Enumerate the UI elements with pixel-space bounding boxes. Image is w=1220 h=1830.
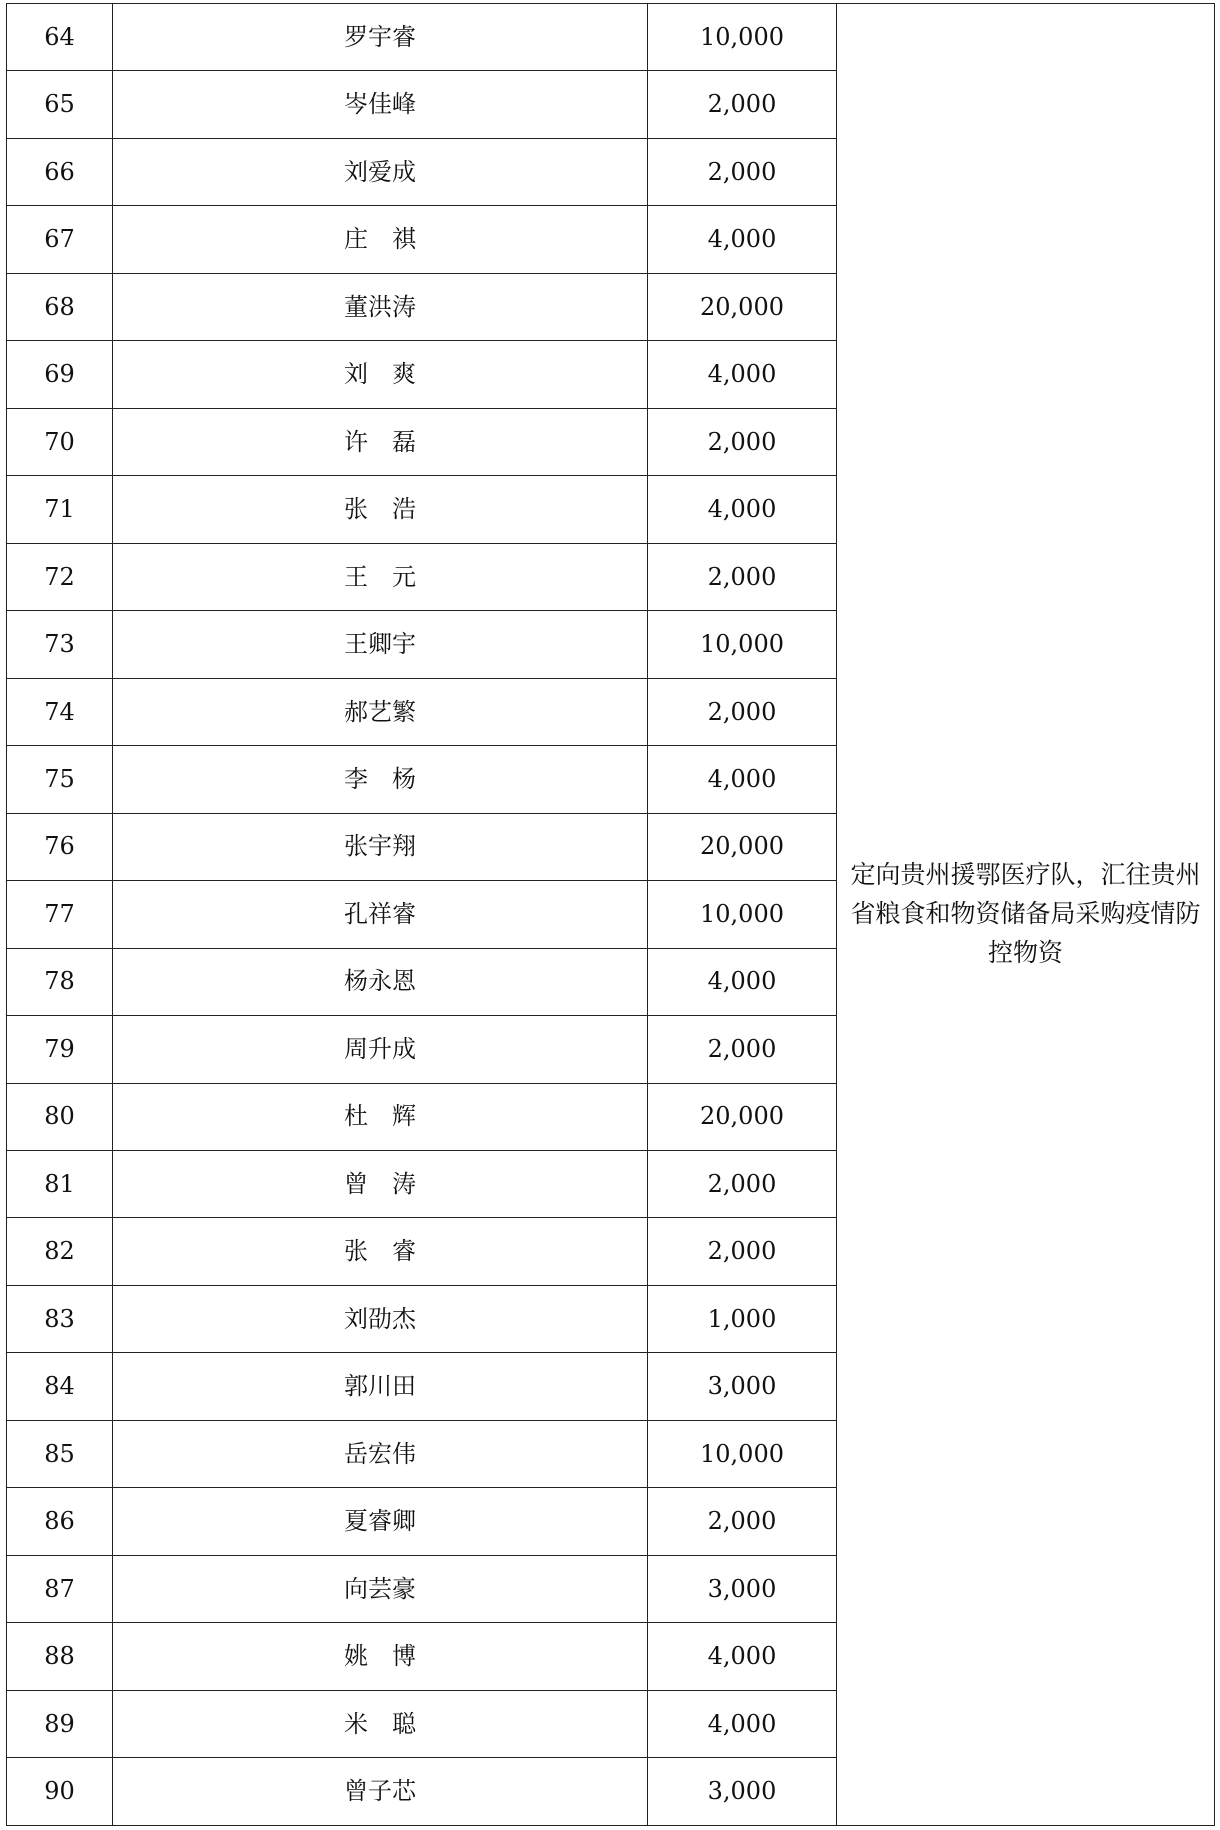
donation-table xyxy=(6,3,1215,1826)
amount-cell: 4,000 xyxy=(648,1690,837,1757)
donor-name-cell: 王 元 xyxy=(113,543,648,610)
amount-cell: 10,000 xyxy=(648,611,837,678)
amount-cell: 4,000 xyxy=(648,746,837,813)
donor-name-cell: 米 聪 xyxy=(113,1690,648,1757)
amount-cell: 4,000 xyxy=(648,1623,837,1690)
row-number-cell: 80 xyxy=(7,1083,113,1150)
row-number-cell: 89 xyxy=(7,1690,113,1757)
donor-name-cell: 许 磊 xyxy=(113,408,648,475)
table-row xyxy=(7,4,1215,71)
amount-cell: 2,000 xyxy=(648,1016,837,1083)
row-number-cell: 81 xyxy=(7,1150,113,1217)
donor-name-cell: 董洪涛 xyxy=(113,273,648,340)
row-number-cell: 86 xyxy=(7,1488,113,1555)
row-number-cell: 76 xyxy=(7,813,113,880)
row-number-cell: 66 xyxy=(7,138,113,205)
row-number-cell: 71 xyxy=(7,476,113,543)
donor-name-cell: 姚 博 xyxy=(113,1623,648,1690)
amount-cell: 4,000 xyxy=(648,341,837,408)
donor-name-cell: 张 睿 xyxy=(113,1218,648,1285)
amount-cell: 2,000 xyxy=(648,1218,837,1285)
amount-cell: 3,000 xyxy=(648,1555,837,1622)
row-number-cell: 72 xyxy=(7,543,113,610)
donor-name-cell: 周升成 xyxy=(113,1016,648,1083)
row-number-cell: 87 xyxy=(7,1555,113,1622)
row-number-cell: 64 xyxy=(7,4,113,71)
donor-name-cell: 曾 涛 xyxy=(113,1150,648,1217)
row-number-cell: 85 xyxy=(7,1420,113,1487)
donor-name-cell: 刘爱成 xyxy=(113,138,648,205)
amount-cell: 1,000 xyxy=(648,1285,837,1352)
amount-cell: 10,000 xyxy=(648,4,837,71)
row-number-cell: 84 xyxy=(7,1353,113,1420)
donor-name-cell: 夏睿卿 xyxy=(113,1488,648,1555)
row-number-cell: 78 xyxy=(7,948,113,1015)
amount-cell: 2,000 xyxy=(648,1150,837,1217)
row-number-cell: 90 xyxy=(7,1758,113,1826)
amount-cell: 10,000 xyxy=(648,1420,837,1487)
row-number-cell: 88 xyxy=(7,1623,113,1690)
amount-cell: 2,000 xyxy=(648,71,837,138)
donor-name-cell: 杨永恩 xyxy=(113,948,648,1015)
purpose-note-cell: 定向贵州援鄂医疗队，汇往贵州省粮食和物资储备局采购疫情防控物资 xyxy=(837,4,1215,1826)
donor-name-cell: 李 杨 xyxy=(113,746,648,813)
amount-cell: 20,000 xyxy=(648,813,837,880)
row-number-cell: 75 xyxy=(7,746,113,813)
donor-name-cell: 刘劭杰 xyxy=(113,1285,648,1352)
donor-name-cell: 岑佳峰 xyxy=(113,71,648,138)
row-number-cell: 73 xyxy=(7,611,113,678)
donor-name-cell: 刘 爽 xyxy=(113,341,648,408)
row-number-cell: 70 xyxy=(7,408,113,475)
row-number-cell: 83 xyxy=(7,1285,113,1352)
table-body xyxy=(7,4,1215,1826)
amount-cell: 20,000 xyxy=(648,273,837,340)
donor-name-cell: 岳宏伟 xyxy=(113,1420,648,1487)
donor-name-cell: 曾子芯 xyxy=(113,1758,648,1826)
amount-cell: 4,000 xyxy=(648,476,837,543)
amount-cell: 20,000 xyxy=(648,1083,837,1150)
amount-cell: 10,000 xyxy=(648,881,837,948)
row-number-cell: 74 xyxy=(7,678,113,745)
row-number-cell: 69 xyxy=(7,341,113,408)
amount-cell: 2,000 xyxy=(648,1488,837,1555)
donor-name-cell: 张宇翔 xyxy=(113,813,648,880)
donor-name-cell: 杜 辉 xyxy=(113,1083,648,1150)
amount-cell: 2,000 xyxy=(648,138,837,205)
donor-name-cell: 王卿宇 xyxy=(113,611,648,678)
amount-cell: 4,000 xyxy=(648,206,837,273)
amount-cell: 3,000 xyxy=(648,1758,837,1826)
donor-name-cell: 向芸豪 xyxy=(113,1555,648,1622)
row-number-cell: 65 xyxy=(7,71,113,138)
amount-cell: 2,000 xyxy=(648,678,837,745)
donor-name-cell: 郝艺繁 xyxy=(113,678,648,745)
row-number-cell: 79 xyxy=(7,1016,113,1083)
amount-cell: 2,000 xyxy=(648,408,837,475)
donor-name-cell: 孔祥睿 xyxy=(113,881,648,948)
donor-name-cell: 庄 祺 xyxy=(113,206,648,273)
row-number-cell: 77 xyxy=(7,881,113,948)
donor-name-cell: 张 浩 xyxy=(113,476,648,543)
donor-name-cell: 郭川田 xyxy=(113,1353,648,1420)
donor-name-cell: 罗宇睿 xyxy=(113,4,648,71)
row-number-cell: 67 xyxy=(7,206,113,273)
amount-cell: 4,000 xyxy=(648,948,837,1015)
row-number-cell: 82 xyxy=(7,1218,113,1285)
row-number-cell: 68 xyxy=(7,273,113,340)
amount-cell: 2,000 xyxy=(648,543,837,610)
amount-cell: 3,000 xyxy=(648,1353,837,1420)
